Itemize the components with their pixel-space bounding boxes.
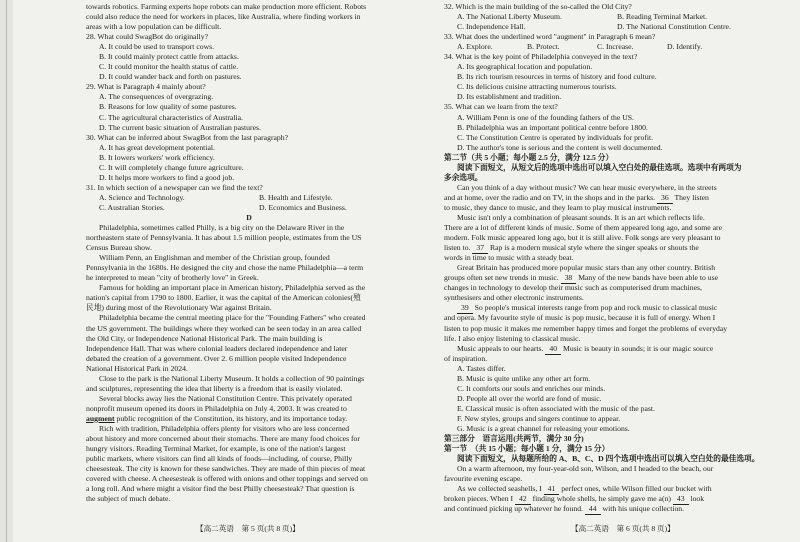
para-line: Independence Hall. That was where colonial leaders declared independence and later	[86, 343, 348, 353]
para-line	[444, 243, 784, 253]
para-line: words in time to music with a steady beat.	[444, 253, 574, 263]
para-line: National Historical Park in 2024.	[86, 363, 188, 373]
para-line	[444, 273, 784, 283]
page-footer-left: 【高二英语 第 5 页(共 8 页)】	[196, 524, 300, 533]
para-line: modern. Folk music appeared long ago, but it is still alive. Folk songs are very pleasant to	[444, 233, 721, 243]
text-span: As we collected seashells, I	[457, 484, 542, 494]
blank-41[interactable]: 41	[544, 484, 560, 495]
option-29a[interactable]: A. The consequences of overgrazing.	[99, 92, 214, 102]
para-line: listen to pop music it makes me remember happy times and forget the problems of everyday	[444, 323, 728, 333]
para-line: Pennsylvania in the 1680s. He designed the city and chose the name Philadelphia—a term	[86, 263, 364, 273]
para-line	[444, 193, 784, 203]
part-3-title: 第三部分 语言运用(共两节，满分 30 分)	[444, 434, 584, 444]
option-34d[interactable]: D. Its establishment and tradition.	[457, 92, 562, 102]
question-31: 31. In which section of a newspaper can we find the text?	[86, 182, 263, 192]
part-3-instruction: 阅读下面短文，从每题所给的 A、B、C、D 四个选项中选出可以填入空白处的最佳选项。	[457, 454, 760, 464]
text-span: broken pieces. When I	[444, 494, 514, 504]
section-2-title: 第二节（共 5 小题；每小题 2.5 分，满分 12.5 分）	[444, 152, 614, 162]
option-29b[interactable]: B. Reasons for low quality of some pastures.	[99, 102, 237, 112]
para-line: Famous for holding an important place in American history, Philadelphia served as the	[99, 283, 366, 293]
para-line: nonprofit museum opened its doors in Philadelphia on July 4, 2003. It was created to	[86, 403, 347, 413]
option-line[interactable]: C. It comforts our souls and enriches our minds.	[457, 383, 606, 393]
para-line: Close to the park is the National Liberty Museum. It holds a collection of 90 paintings	[99, 373, 365, 383]
text-span: and at home, over the radio and on TV, in the shops and in the parks.	[444, 192, 656, 202]
text-line: areas with a low population can be difficult.	[86, 22, 222, 32]
para-line: covered with cheese. A cheesesteak is offered with onions and other toppings and served on	[86, 474, 368, 484]
option-33d[interactable]: D. Identify.	[667, 42, 703, 52]
options-32-row1	[444, 12, 784, 22]
text-span: look	[688, 494, 705, 504]
option-32a[interactable]: A. The National Liberty Museum.	[457, 12, 562, 22]
option-30b[interactable]: B. It lowers workers' work efficiency.	[99, 152, 215, 162]
question-30: 30. What can be inferred about SwagBot from the last paragraph?	[86, 132, 289, 142]
option-35d[interactable]: D. The author's tone is serious and the content is well documented.	[457, 142, 663, 152]
para-line: Census Bureau show.	[86, 243, 152, 253]
para-line: Rich with tradition, Philadelphia offers plenty for visitors who are less concerned	[99, 423, 350, 433]
question-32: 32. Which is the main building of the so-called the Old City?	[444, 2, 632, 11]
option-34b[interactable]: B. Its rich tourism resources in terms of history and food culture.	[457, 72, 657, 82]
option-33c[interactable]: C. Increase.	[597, 42, 634, 52]
option-32d[interactable]: D. The National Constitution Centre.	[617, 22, 731, 32]
option-line[interactable]: G. Music is a great channel for releasing your emotions.	[457, 423, 630, 433]
option-31b[interactable]: B. Health and Lifestyle.	[259, 192, 333, 202]
option-35b[interactable]: B. Philadelphia was an important political centre before 1800.	[457, 122, 648, 132]
option-30a[interactable]: A. It has great development potential.	[99, 142, 215, 152]
para-line: a long roll. And where might a visitor find the best Philly cheesesteak? That question is	[86, 484, 355, 494]
para-line: changes in technology to develop their music such as computerised drum machines,	[444, 283, 702, 293]
para-line: Music isn't only a combination of pleasant sounds. It is an art which reflects life.	[457, 212, 705, 222]
question-34: 34. What is the key point of Philadelphia conveyed in the text?	[444, 52, 638, 62]
option-line[interactable]: B. Music is quite unlike any other art form.	[457, 373, 591, 383]
options-31-row1	[86, 193, 412, 203]
option-35c[interactable]: C. The Constitution Centre is operated by individuals for profit.	[457, 132, 654, 142]
para-line: William Penn, an Englishman and member of the Christian group, founded	[99, 253, 330, 263]
para-line: There are a lot of different kinds of music. Some of them appeared long ago, and some are	[444, 223, 723, 233]
text-span: So people's musical interests range from pop and rock music to classical music	[472, 303, 718, 313]
options-31-row2	[86, 203, 412, 213]
text-span: finding whole shells, he simply gave me a(n)	[530, 494, 671, 504]
option-31d[interactable]: D. Economics and Business.	[259, 202, 347, 212]
para-line: the US government. The buildings where they worked can be seen today in an area called	[86, 323, 362, 333]
text-span: perfect ones, while Wilson filled our bucket with	[559, 484, 712, 494]
blank-37[interactable]: 37	[472, 243, 488, 254]
text-line: could also reduce the need for workers in places, like Australia, where finding workers in	[86, 12, 361, 22]
para-line: debated the creation of a government. Over 2. 6 million people visited Independence	[86, 353, 347, 363]
para-line: hungry visitors. Reading Terminal Market, for example, is one of the nation's largest	[86, 444, 346, 454]
text-span: listen to.	[444, 243, 471, 253]
option-32c[interactable]: C. Independence Hall.	[457, 22, 526, 32]
para-line: and sculptures, representing the idea that liberty is a freedom that is easily violated.	[86, 383, 343, 393]
para-line: synthesisers and other electronic instruments.	[444, 293, 584, 303]
para-line: the subject of much debate.	[86, 494, 171, 504]
para-line: Philadelphia became the central meeting place for the "Founding Fathers" who created	[99, 313, 366, 323]
para-line: On a warm afternoon, my four-year-old son, Wilson, and I headed to the beach, our	[457, 464, 714, 474]
para-line: nation's capital from 1790 to 1800. Earlier, it was the capital of the American colonies(殖	[86, 293, 361, 303]
text-span: Many of the new bands have been able to use	[576, 273, 719, 283]
text-span: Music is beauty in sounds; it is our magic source	[561, 343, 714, 353]
para-line: of inspiration.	[444, 353, 488, 363]
para-line: to music, they dance to music, and they learn to play musical instruments.	[444, 202, 672, 212]
option-28c[interactable]: C. It could monitor the health status of cattle.	[99, 62, 239, 72]
section-2-instruction: 阅读下面短文，从短文后的选项中选出可以填入空白处的最佳选项。选项中有两项为	[457, 162, 742, 172]
blank-38[interactable]: 38	[561, 273, 577, 284]
option-32b[interactable]: B. Reading Terminal Market.	[617, 12, 708, 22]
para-line-augment	[86, 414, 412, 424]
option-28b[interactable]: B. It could mainly protect cattle from attacks.	[99, 52, 239, 62]
right-column	[444, 2, 784, 514]
para-line	[444, 344, 784, 354]
para-line: northeastern state of Pennsylvania. It has about 1.5 million people, estimates from the US	[86, 233, 362, 243]
options-33	[444, 42, 784, 52]
para-line: favourite evening escape.	[444, 474, 523, 484]
para-line: about history and more concerned about their stomachs. There are many food choices for	[86, 434, 360, 444]
option-line[interactable]: F. New styles, groups and singers continue to appear.	[457, 413, 621, 423]
options-32-row2	[444, 22, 784, 32]
section-d-heading: D	[246, 212, 252, 222]
text-span: and continued picking up whatever he found.	[444, 504, 583, 514]
para-line: he interpreted to mean "city of brotherly love" in Greek.	[86, 273, 259, 283]
page-footer-right: 【高二英语 第 6 页(共 8 页)】	[571, 524, 675, 533]
blank-39[interactable]: 39	[457, 303, 473, 314]
text-span: Rap is a modern musical style where the singer speaks or shouts the	[488, 243, 699, 253]
left-column	[86, 2, 412, 504]
para-line: Can you think of a day without music? We can hear music everywhere, in the streets	[457, 182, 717, 192]
blank-44[interactable]: 44	[585, 504, 601, 515]
option-31a[interactable]: A. Science and Technology.	[99, 192, 185, 202]
para-line: Philadelphia, sometimes called Philly, is a big city on the Delaware River in the	[99, 223, 345, 233]
para-line: Several blocks away lies the National Constitution Centre. This privately operated	[99, 393, 352, 403]
para-line: public markets, where visitors can find all kinds of foods—including, of course, Philly	[86, 454, 353, 464]
option-30d[interactable]: D. It helps more workers to find a good job.	[99, 172, 235, 182]
question-29: 29. What is Paragraph 4 mainly about?	[86, 82, 206, 92]
para-line	[444, 484, 784, 494]
blank-43[interactable]: 43	[673, 494, 689, 505]
part-3-section-1: 第一节 （共 15 小题；每小题 1 分，满分 15 分）	[444, 444, 610, 454]
para-line	[444, 504, 784, 514]
option-28d[interactable]: D. It could wander back and forth on pastures.	[99, 72, 242, 82]
option-28a[interactable]: A. It could be used to transport cows.	[99, 42, 215, 52]
option-line[interactable]: E. Classical music is often associated with the music of the past.	[457, 403, 655, 413]
option-30c[interactable]: C. It will completely change future agriculture.	[99, 162, 244, 172]
question-33: 33. What does the underlined word "augment" in Paragraph 6 mean?	[444, 32, 656, 42]
option-29d[interactable]: D. The current basic situation of Australian pastures.	[99, 122, 261, 132]
question-28: 28. What could SwagBot do originally?	[86, 32, 208, 42]
section-2-instruction: 多余选项。	[444, 172, 483, 182]
para-line: life. I also enjoy listening to classical music.	[444, 333, 581, 343]
text-span: with his unique collection.	[600, 504, 685, 514]
text-span: groups often set new trends in music.	[444, 273, 559, 283]
blank-40[interactable]: 40	[545, 344, 561, 355]
option-line[interactable]: A. Tastes differ.	[457, 363, 506, 373]
blank-42[interactable]: 42	[515, 494, 531, 505]
option-35a[interactable]: A. William Penn is one of the founding fathers of the US.	[457, 112, 634, 122]
text-line: towards robotics. Farming experts hope robots can make production more efficient. Robots	[86, 2, 367, 11]
option-33b[interactable]: B. Protect.	[527, 42, 560, 52]
para-line: 民地) during most of the Revolutionary War against Britain.	[86, 303, 272, 313]
question-35: 35. What can we learn from the text?	[444, 102, 558, 112]
option-29c[interactable]: C. The agricultural characteristics of Australia.	[99, 112, 243, 122]
text-span: They listen	[672, 192, 709, 202]
underlined-word: augment	[86, 413, 115, 423]
para-line: Great Britain has produced more popular music stars than any other country. British	[457, 263, 716, 273]
para-line: the Old City, or Independence National Historical Park. The main building is	[86, 333, 323, 343]
option-34a[interactable]: A. Its geographical location and population.	[457, 62, 593, 72]
fold-line	[6, 0, 7, 542]
option-34c[interactable]: C. Its delicious cuisine attracting numerous tourists.	[457, 82, 617, 92]
para-line: cheesesteak. The city is known for these sandwiches. They are made of thin pieces of meat	[86, 464, 366, 474]
option-33a[interactable]: A. Explore.	[457, 42, 493, 52]
option-31c[interactable]: C. Australian Stories.	[99, 202, 165, 212]
para-line-tail: public recognition of the Constitution, its history, and its importance today.	[114, 413, 348, 423]
para-line	[444, 303, 784, 313]
para-line: and opera. My favourite style of music is pop music, because it is full of energy. When I	[444, 313, 716, 323]
option-line[interactable]: D. People all over the world are fond of music.	[457, 393, 602, 403]
text-span: Music appeals to our hearts.	[457, 343, 544, 353]
para-line	[444, 494, 784, 504]
blank-36[interactable]: 36	[657, 193, 673, 204]
